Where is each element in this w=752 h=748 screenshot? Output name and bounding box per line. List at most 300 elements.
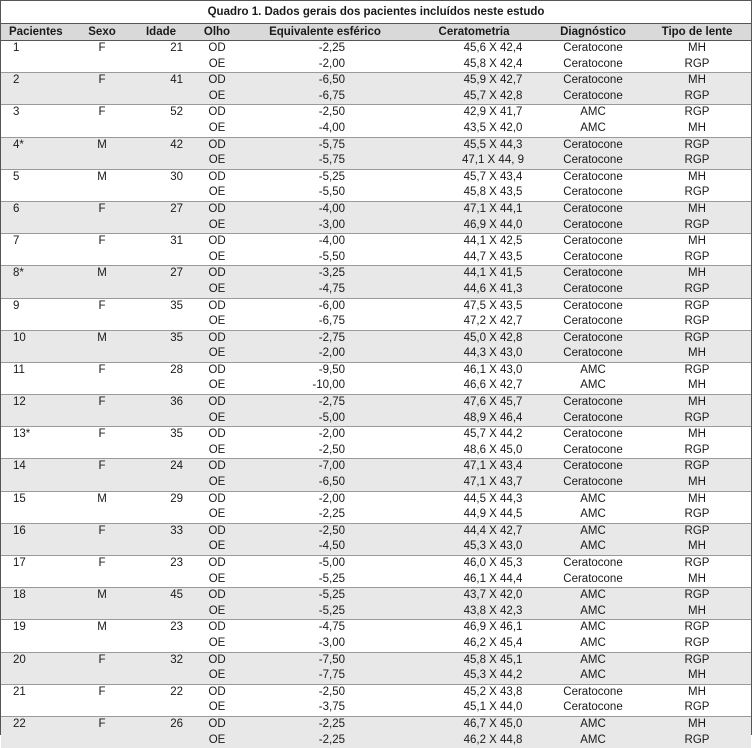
olho-cell: OD bbox=[189, 201, 245, 217]
table-title: Quadro 1. Dados gerais dos pacientes incluídos neste estudo bbox=[1, 1, 751, 24]
ceratometria-cell: 46,6 X 42,7 bbox=[405, 378, 543, 394]
tipo-de-lente-cell: RGP bbox=[643, 137, 751, 153]
olho-cell: OE bbox=[189, 507, 245, 523]
ceratometria-cell: 45,8 X 42,4 bbox=[405, 57, 543, 73]
ceratometria-cell: 46,0 X 45,3 bbox=[405, 556, 543, 572]
table-row bbox=[1, 298, 751, 314]
header-ceratometria: Ceratometria bbox=[405, 24, 543, 41]
idade-cell bbox=[133, 539, 189, 555]
table-row bbox=[1, 218, 751, 234]
olho-cell: OD bbox=[189, 716, 245, 732]
ceratometria-cell: 45,9 X 42,7 bbox=[405, 73, 543, 89]
table-row bbox=[1, 588, 751, 604]
sexo-cell bbox=[71, 185, 133, 201]
equivalente-esferico-cell: -7,00 bbox=[245, 459, 405, 475]
equivalente-esferico-cell: -2,50 bbox=[245, 523, 405, 539]
tipo-de-lente-cell: RGP bbox=[643, 507, 751, 523]
idade-cell bbox=[133, 378, 189, 394]
olho-cell: OE bbox=[189, 411, 245, 427]
patient-id-cell bbox=[1, 475, 71, 491]
equivalente-esferico-cell: -7,75 bbox=[245, 668, 405, 684]
tipo-de-lente-cell: MH bbox=[643, 395, 751, 411]
tipo-de-lente-cell: MH bbox=[643, 668, 751, 684]
diagnostico-cell: Ceratocone bbox=[543, 234, 643, 250]
idade-cell: 33 bbox=[133, 523, 189, 539]
olho-cell: OD bbox=[189, 684, 245, 700]
table-row bbox=[1, 89, 751, 105]
tipo-de-lente-cell: MH bbox=[643, 169, 751, 185]
tipo-de-lente-cell: RGP bbox=[643, 185, 751, 201]
patient-id-cell bbox=[1, 378, 71, 394]
equivalente-esferico-cell: -5,50 bbox=[245, 185, 405, 201]
table-row bbox=[1, 604, 751, 620]
sexo-cell bbox=[71, 636, 133, 652]
diagnostico-cell: AMC bbox=[543, 652, 643, 668]
diagnostico-cell: AMC bbox=[543, 636, 643, 652]
ceratometria-cell: 44,3 X 43,0 bbox=[405, 346, 543, 362]
sexo-cell bbox=[71, 507, 133, 523]
idade-cell bbox=[133, 507, 189, 523]
table-row bbox=[1, 201, 751, 217]
tipo-de-lente-cell: MH bbox=[643, 234, 751, 250]
table-row bbox=[1, 443, 751, 459]
diagnostico-cell: Ceratocone bbox=[543, 266, 643, 282]
ceratometria-cell: 46,9 X 46,1 bbox=[405, 620, 543, 636]
diagnostico-cell: Ceratocone bbox=[543, 89, 643, 105]
olho-cell: OD bbox=[189, 41, 245, 57]
idade-cell: 35 bbox=[133, 427, 189, 443]
diagnostico-cell: Ceratocone bbox=[543, 250, 643, 266]
equivalente-esferico-cell: -2,00 bbox=[245, 491, 405, 507]
table-row bbox=[1, 395, 751, 411]
sexo-cell bbox=[71, 475, 133, 491]
equivalente-esferico-cell: -2,50 bbox=[245, 684, 405, 700]
sexo-cell bbox=[71, 314, 133, 330]
equivalente-esferico-cell: -2,50 bbox=[245, 443, 405, 459]
sexo-cell bbox=[71, 411, 133, 427]
tipo-de-lente-cell: RGP bbox=[643, 733, 751, 748]
diagnostico-cell: AMC bbox=[543, 121, 643, 137]
olho-cell: OE bbox=[189, 314, 245, 330]
ceratometria-cell: 47,1 X 44, 9 bbox=[405, 153, 543, 169]
olho-cell: OD bbox=[189, 362, 245, 378]
diagnostico-cell: Ceratocone bbox=[543, 282, 643, 298]
olho-cell: OE bbox=[189, 57, 245, 73]
table-row bbox=[1, 572, 751, 588]
patient-id-cell bbox=[1, 539, 71, 555]
olho-cell: OE bbox=[189, 346, 245, 362]
table-row bbox=[1, 700, 751, 716]
tipo-de-lente-cell: MH bbox=[643, 716, 751, 732]
tipo-de-lente-cell: MH bbox=[643, 572, 751, 588]
olho-cell: OD bbox=[189, 620, 245, 636]
tipo-de-lente-cell: RGP bbox=[643, 218, 751, 234]
sexo-cell: M bbox=[71, 137, 133, 153]
idade-cell: 23 bbox=[133, 556, 189, 572]
table-row bbox=[1, 73, 751, 89]
patient-id-cell: 14 bbox=[1, 459, 71, 475]
equivalente-esferico-cell: -5,50 bbox=[245, 250, 405, 266]
ceratometria-cell: 46,1 X 44,4 bbox=[405, 572, 543, 588]
olho-cell: OE bbox=[189, 89, 245, 105]
tipo-de-lente-cell: MH bbox=[643, 266, 751, 282]
table-row bbox=[1, 137, 751, 153]
diagnostico-cell: Ceratocone bbox=[543, 346, 643, 362]
patient-id-cell bbox=[1, 89, 71, 105]
patient-id-cell bbox=[1, 121, 71, 137]
diagnostico-cell: Ceratocone bbox=[543, 411, 643, 427]
patient-id-cell bbox=[1, 153, 71, 169]
equivalente-esferico-cell: -2,75 bbox=[245, 330, 405, 346]
idade-cell bbox=[133, 282, 189, 298]
ceratometria-cell: 43,8 X 42,3 bbox=[405, 604, 543, 620]
table-row bbox=[1, 539, 751, 555]
idade-cell: 27 bbox=[133, 201, 189, 217]
patient-id-cell bbox=[1, 700, 71, 716]
sexo-cell: F bbox=[71, 73, 133, 89]
equivalente-esferico-cell: -7,50 bbox=[245, 652, 405, 668]
table-row bbox=[1, 620, 751, 636]
table-row bbox=[1, 523, 751, 539]
idade-cell bbox=[133, 636, 189, 652]
olho-cell: OD bbox=[189, 73, 245, 89]
table-row bbox=[1, 105, 751, 121]
sexo-cell bbox=[71, 572, 133, 588]
diagnostico-cell: AMC bbox=[543, 604, 643, 620]
olho-cell: OD bbox=[189, 105, 245, 121]
diagnostico-cell: Ceratocone bbox=[543, 700, 643, 716]
patient-id-cell bbox=[1, 218, 71, 234]
table-row bbox=[1, 282, 751, 298]
table-row bbox=[1, 652, 751, 668]
diagnostico-cell: Ceratocone bbox=[543, 395, 643, 411]
equivalente-esferico-cell: -2,25 bbox=[245, 733, 405, 748]
sexo-cell bbox=[71, 700, 133, 716]
diagnostico-cell: AMC bbox=[543, 523, 643, 539]
patient-id-cell: 18 bbox=[1, 588, 71, 604]
ceratometria-cell: 44,9 X 44,5 bbox=[405, 507, 543, 523]
idade-cell: 45 bbox=[133, 588, 189, 604]
equivalente-esferico-cell: -10,00 bbox=[245, 378, 405, 394]
patient-id-cell: 11 bbox=[1, 362, 71, 378]
equivalente-esferico-cell: -4,75 bbox=[245, 282, 405, 298]
diagnostico-cell: AMC bbox=[543, 507, 643, 523]
equivalente-esferico-cell: -5,75 bbox=[245, 137, 405, 153]
olho-cell: OD bbox=[189, 298, 245, 314]
header-diagnostico: Diagnóstico bbox=[543, 24, 643, 41]
ceratometria-cell: 45,7 X 44,2 bbox=[405, 427, 543, 443]
table-row bbox=[1, 121, 751, 137]
ceratometria-cell: 45,5 X 44,3 bbox=[405, 137, 543, 153]
idade-cell: 24 bbox=[133, 459, 189, 475]
idade-cell: 22 bbox=[133, 684, 189, 700]
ceratometria-cell: 47,1 X 43,4 bbox=[405, 459, 543, 475]
diagnostico-cell: AMC bbox=[543, 668, 643, 684]
table-row bbox=[1, 378, 751, 394]
table-row bbox=[1, 636, 751, 652]
equivalente-esferico-cell: -2,00 bbox=[245, 346, 405, 362]
ceratometria-cell: 45,6 X 42,4 bbox=[405, 41, 543, 57]
sexo-cell: M bbox=[71, 169, 133, 185]
tipo-de-lente-cell: RGP bbox=[643, 282, 751, 298]
tipo-de-lente-cell: RGP bbox=[643, 652, 751, 668]
sexo-cell bbox=[71, 443, 133, 459]
equivalente-esferico-cell: -2,25 bbox=[245, 41, 405, 57]
equivalente-esferico-cell: -6,50 bbox=[245, 73, 405, 89]
diagnostico-cell: AMC bbox=[543, 588, 643, 604]
table-row bbox=[1, 153, 751, 169]
tipo-de-lente-cell: RGP bbox=[643, 153, 751, 169]
equivalente-esferico-cell: -6,75 bbox=[245, 89, 405, 105]
tipo-de-lente-cell: RGP bbox=[643, 588, 751, 604]
diagnostico-cell: AMC bbox=[543, 105, 643, 121]
sexo-cell: M bbox=[71, 330, 133, 346]
idade-cell: 26 bbox=[133, 716, 189, 732]
diagnostico-cell: Ceratocone bbox=[543, 684, 643, 700]
table-row bbox=[1, 234, 751, 250]
patient-id-cell: 10 bbox=[1, 330, 71, 346]
sexo-cell: F bbox=[71, 652, 133, 668]
diagnostico-cell: Ceratocone bbox=[543, 201, 643, 217]
patient-id-cell bbox=[1, 443, 71, 459]
idade-cell bbox=[133, 604, 189, 620]
tipo-de-lente-cell: MH bbox=[643, 684, 751, 700]
patient-id-cell: 22 bbox=[1, 716, 71, 732]
idade-cell: 27 bbox=[133, 266, 189, 282]
patient-id-cell: 20 bbox=[1, 652, 71, 668]
idade-cell: 29 bbox=[133, 491, 189, 507]
tipo-de-lente-cell: MH bbox=[643, 346, 751, 362]
equivalente-esferico-cell: -3,25 bbox=[245, 266, 405, 282]
diagnostico-cell: Ceratocone bbox=[543, 185, 643, 201]
table-row bbox=[1, 266, 751, 282]
idade-cell: 41 bbox=[133, 73, 189, 89]
ceratometria-cell: 46,1 X 43,0 bbox=[405, 362, 543, 378]
table-row bbox=[1, 507, 751, 523]
diagnostico-cell: Ceratocone bbox=[543, 73, 643, 89]
tipo-de-lente-cell: MH bbox=[643, 73, 751, 89]
tipo-de-lente-cell: MH bbox=[643, 475, 751, 491]
patient-id-cell bbox=[1, 411, 71, 427]
table-body bbox=[1, 41, 751, 748]
table-row bbox=[1, 491, 751, 507]
equivalente-esferico-cell: -2,75 bbox=[245, 395, 405, 411]
tipo-de-lente-cell: MH bbox=[643, 121, 751, 137]
sexo-cell: F bbox=[71, 716, 133, 732]
ceratometria-cell: 43,7 X 42,0 bbox=[405, 588, 543, 604]
patient-id-cell: 19 bbox=[1, 620, 71, 636]
equivalente-esferico-cell: -3,75 bbox=[245, 700, 405, 716]
table-row bbox=[1, 330, 751, 346]
sexo-cell bbox=[71, 539, 133, 555]
ceratometria-cell: 48,9 X 46,4 bbox=[405, 411, 543, 427]
olho-cell: OD bbox=[189, 330, 245, 346]
patients-table bbox=[1, 24, 751, 748]
table-row bbox=[1, 411, 751, 427]
idade-cell bbox=[133, 218, 189, 234]
olho-cell: OE bbox=[189, 250, 245, 266]
equivalente-esferico-cell: -5,25 bbox=[245, 572, 405, 588]
equivalente-esferico-cell: -2,25 bbox=[245, 507, 405, 523]
tipo-de-lente-cell: MH bbox=[643, 539, 751, 555]
patient-id-cell: 21 bbox=[1, 684, 71, 700]
ceratometria-cell: 45,3 X 43,0 bbox=[405, 539, 543, 555]
ceratometria-cell: 45,3 X 44,2 bbox=[405, 668, 543, 684]
olho-cell: OE bbox=[189, 475, 245, 491]
ceratometria-cell: 45,2 X 43,8 bbox=[405, 684, 543, 700]
patient-id-cell bbox=[1, 668, 71, 684]
tipo-de-lente-cell: MH bbox=[643, 427, 751, 443]
equivalente-esferico-cell: -4,00 bbox=[245, 201, 405, 217]
equivalente-esferico-cell: -5,25 bbox=[245, 588, 405, 604]
tipo-de-lente-cell: RGP bbox=[643, 459, 751, 475]
diagnostico-cell: Ceratocone bbox=[543, 443, 643, 459]
idade-cell: 35 bbox=[133, 330, 189, 346]
table-row bbox=[1, 668, 751, 684]
idade-cell bbox=[133, 250, 189, 266]
olho-cell: OD bbox=[189, 234, 245, 250]
idade-cell: 35 bbox=[133, 298, 189, 314]
diagnostico-cell: Ceratocone bbox=[543, 137, 643, 153]
sexo-cell: F bbox=[71, 523, 133, 539]
table-row bbox=[1, 346, 751, 362]
diagnostico-cell: Ceratocone bbox=[543, 556, 643, 572]
equivalente-esferico-cell: -6,75 bbox=[245, 314, 405, 330]
olho-cell: OD bbox=[189, 266, 245, 282]
idade-cell: 32 bbox=[133, 652, 189, 668]
olho-cell: OE bbox=[189, 539, 245, 555]
patient-id-cell: 13* bbox=[1, 427, 71, 443]
idade-cell: 52 bbox=[133, 105, 189, 121]
tipo-de-lente-cell: MH bbox=[643, 201, 751, 217]
patient-id-cell bbox=[1, 250, 71, 266]
equivalente-esferico-cell: -4,50 bbox=[245, 539, 405, 555]
equivalente-esferico-cell: -5,00 bbox=[245, 556, 405, 572]
patient-id-cell: 5 bbox=[1, 169, 71, 185]
ceratometria-cell: 46,7 X 45,0 bbox=[405, 716, 543, 732]
olho-cell: OD bbox=[189, 588, 245, 604]
equivalente-esferico-cell: -5,00 bbox=[245, 411, 405, 427]
sexo-cell bbox=[71, 346, 133, 362]
olho-cell: OE bbox=[189, 218, 245, 234]
equivalente-esferico-cell: -6,50 bbox=[245, 475, 405, 491]
tipo-de-lente-cell: MH bbox=[643, 41, 751, 57]
table-row bbox=[1, 41, 751, 57]
idade-cell bbox=[133, 89, 189, 105]
sexo-cell: M bbox=[71, 620, 133, 636]
tipo-de-lente-cell: RGP bbox=[643, 443, 751, 459]
sexo-cell: F bbox=[71, 556, 133, 572]
patient-id-cell bbox=[1, 314, 71, 330]
tipo-de-lente-cell: RGP bbox=[643, 105, 751, 121]
olho-cell: OD bbox=[189, 491, 245, 507]
patient-id-cell: 12 bbox=[1, 395, 71, 411]
olho-cell: OE bbox=[189, 733, 245, 748]
table-row bbox=[1, 556, 751, 572]
tipo-de-lente-cell: RGP bbox=[643, 89, 751, 105]
idade-cell bbox=[133, 314, 189, 330]
diagnostico-cell: AMC bbox=[543, 716, 643, 732]
ceratometria-cell: 46,9 X 44,0 bbox=[405, 218, 543, 234]
idade-cell: 21 bbox=[133, 41, 189, 57]
table-row bbox=[1, 475, 751, 491]
sexo-cell bbox=[71, 378, 133, 394]
ceratometria-cell: 47,1 X 43,7 bbox=[405, 475, 543, 491]
header-pacientes: Pacientes bbox=[1, 24, 71, 41]
diagnostico-cell: Ceratocone bbox=[543, 153, 643, 169]
tipo-de-lente-cell: RGP bbox=[643, 330, 751, 346]
olho-cell: OD bbox=[189, 169, 245, 185]
olho-cell: OD bbox=[189, 427, 245, 443]
tipo-de-lente-cell: RGP bbox=[643, 57, 751, 73]
sexo-cell bbox=[71, 218, 133, 234]
diagnostico-cell: Ceratocone bbox=[543, 57, 643, 73]
olho-cell: OE bbox=[189, 282, 245, 298]
sexo-cell bbox=[71, 668, 133, 684]
ceratometria-cell: 44,4 X 42,7 bbox=[405, 523, 543, 539]
ceratometria-cell: 44,6 X 41,3 bbox=[405, 282, 543, 298]
tipo-de-lente-cell: RGP bbox=[643, 411, 751, 427]
header-row bbox=[1, 24, 751, 41]
diagnostico-cell: Ceratocone bbox=[543, 314, 643, 330]
sexo-cell bbox=[71, 250, 133, 266]
header-sexo: Sexo bbox=[71, 24, 133, 41]
ceratometria-cell: 47,5 X 43,5 bbox=[405, 298, 543, 314]
table-row bbox=[1, 169, 751, 185]
equivalente-esferico-cell: -5,25 bbox=[245, 604, 405, 620]
tipo-de-lente-cell: RGP bbox=[643, 636, 751, 652]
idade-cell bbox=[133, 411, 189, 427]
idade-cell: 42 bbox=[133, 137, 189, 153]
patient-id-cell: 9 bbox=[1, 298, 71, 314]
table-row bbox=[1, 427, 751, 443]
tipo-de-lente-cell: RGP bbox=[643, 700, 751, 716]
equivalente-esferico-cell: -6,00 bbox=[245, 298, 405, 314]
sexo-cell bbox=[71, 153, 133, 169]
olho-cell: OE bbox=[189, 378, 245, 394]
sexo-cell bbox=[71, 57, 133, 73]
tipo-de-lente-cell: RGP bbox=[643, 523, 751, 539]
ceratometria-cell: 44,5 X 44,3 bbox=[405, 491, 543, 507]
table-row bbox=[1, 684, 751, 700]
equivalente-esferico-cell: -2,25 bbox=[245, 716, 405, 732]
patient-id-cell: 8* bbox=[1, 266, 71, 282]
ceratometria-cell: 46,2 X 44,8 bbox=[405, 733, 543, 748]
sexo-cell: F bbox=[71, 298, 133, 314]
table-row bbox=[1, 250, 751, 266]
diagnostico-cell: Ceratocone bbox=[543, 427, 643, 443]
olho-cell: OE bbox=[189, 636, 245, 652]
sexo-cell: F bbox=[71, 684, 133, 700]
idade-cell bbox=[133, 57, 189, 73]
ceratometria-cell: 45,1 X 44,0 bbox=[405, 700, 543, 716]
tipo-de-lente-cell: RGP bbox=[643, 556, 751, 572]
patient-id-cell: 7 bbox=[1, 234, 71, 250]
patient-id-cell bbox=[1, 604, 71, 620]
olho-cell: OE bbox=[189, 121, 245, 137]
ceratometria-cell: 44,1 X 41,5 bbox=[405, 266, 543, 282]
idade-cell bbox=[133, 572, 189, 588]
idade-cell: 36 bbox=[133, 395, 189, 411]
diagnostico-cell: AMC bbox=[543, 362, 643, 378]
sexo-cell: M bbox=[71, 491, 133, 507]
patient-id-cell bbox=[1, 346, 71, 362]
diagnostico-cell: Ceratocone bbox=[543, 459, 643, 475]
patient-id-cell bbox=[1, 636, 71, 652]
patient-id-cell: 16 bbox=[1, 523, 71, 539]
tipo-de-lente-cell: MH bbox=[643, 604, 751, 620]
header-tipo-de-lente: Tipo de lente bbox=[643, 24, 751, 41]
